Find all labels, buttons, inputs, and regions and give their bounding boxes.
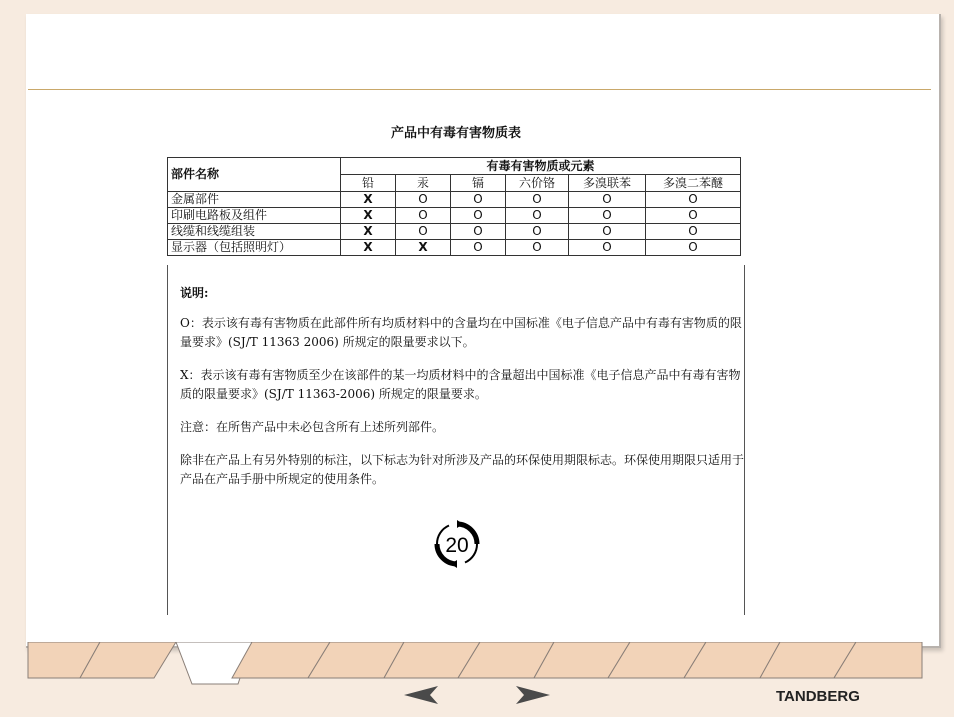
- substance-group-header: 有毒有害物质或元素: [341, 158, 741, 175]
- substance-header: 多溴二苯醚: [646, 175, 741, 192]
- brand-logo: TANDBERG: [776, 688, 860, 705]
- header-rule: [28, 89, 931, 90]
- substance-mark: O: [646, 224, 741, 240]
- note-x-definition: X：表示该有毒有害物质至少在该部件的某一均质材料中的含量超出中国标准《电子信息产品中有毒有害物质的限量要求》(SJ/T 11363-2006) 所规定的限量要求。: [180, 368, 741, 401]
- substance-mark: O: [451, 240, 506, 256]
- note-attention: 注意：在所售产品中未必包含所有上述所列部件。: [180, 420, 445, 434]
- substance-mark: X: [396, 240, 451, 256]
- substance-mark: O: [506, 240, 569, 256]
- substance-mark: O: [396, 192, 451, 208]
- substance-mark: X: [341, 192, 396, 208]
- table-row: [168, 192, 741, 208]
- substance-mark: X: [341, 224, 396, 240]
- hazardous-substances-table: [167, 157, 741, 256]
- note-o-definition: O：表示该有毒有害物质在此部件所有均质材料中的含量均在中国标准《电子信息产品中有毒有害物质的限量要求》(SJ/T 11363 2006) 所规定的限量要求以下。: [180, 316, 742, 349]
- substance-mark: O: [451, 224, 506, 240]
- efup-years: 20: [445, 534, 469, 557]
- substance-mark: O: [569, 240, 646, 256]
- substance-mark: O: [646, 240, 741, 256]
- substance-mark: X: [341, 208, 396, 224]
- substance-mark: O: [569, 208, 646, 224]
- right-triangle-arrow-icon: [516, 686, 550, 704]
- note-efup: 除非在产品上有另外特别的标注，以下标志为针对所涉及产品的环保使用期限标志。环保使用期限只适用于产品在产品手册中所规定的使用条件。: [180, 453, 745, 486]
- substance-header: 多溴联苯: [569, 175, 646, 192]
- substance-header: 镉: [451, 175, 506, 192]
- substance-mark: O: [646, 208, 741, 224]
- notes-section: [180, 284, 745, 503]
- part-name-header: 部件名称: [168, 158, 341, 192]
- substance-header: 六价铬: [506, 175, 569, 192]
- part-name: 显示器（包括照明灯）: [168, 240, 341, 256]
- substance-mark: O: [396, 208, 451, 224]
- substance-mark: O: [506, 192, 569, 208]
- substance-header: 铅: [341, 175, 396, 192]
- document-border-left: [167, 265, 168, 615]
- substance-header: 汞: [396, 175, 451, 192]
- part-name: 金属部件: [168, 192, 341, 208]
- left-triangle-arrow-icon: [404, 686, 438, 704]
- substance-mark: O: [646, 192, 741, 208]
- substance-mark: O: [506, 208, 569, 224]
- substance-mark: O: [506, 224, 569, 240]
- table-row: [168, 240, 741, 256]
- next-page-button[interactable]: [516, 686, 550, 704]
- efup-20-logo-icon: [433, 520, 481, 568]
- substance-mark: O: [569, 224, 646, 240]
- substance-mark: X: [341, 240, 396, 256]
- substance-mark: O: [451, 208, 506, 224]
- section-tabs: [26, 642, 926, 686]
- notes-label: 说明:: [180, 286, 209, 300]
- document-title: 产品中有毒有害物质表: [390, 126, 521, 141]
- hazardous-substances-document: [167, 122, 745, 614]
- part-name: 线缆和线缆组装: [168, 224, 341, 240]
- table-row: [168, 208, 741, 224]
- substance-mark: O: [451, 192, 506, 208]
- substance-mark: O: [396, 224, 451, 240]
- substance-mark: O: [569, 192, 646, 208]
- table-row: [168, 224, 741, 240]
- previous-page-button[interactable]: [404, 686, 438, 704]
- part-name: 印刷电路板及组件: [168, 208, 341, 224]
